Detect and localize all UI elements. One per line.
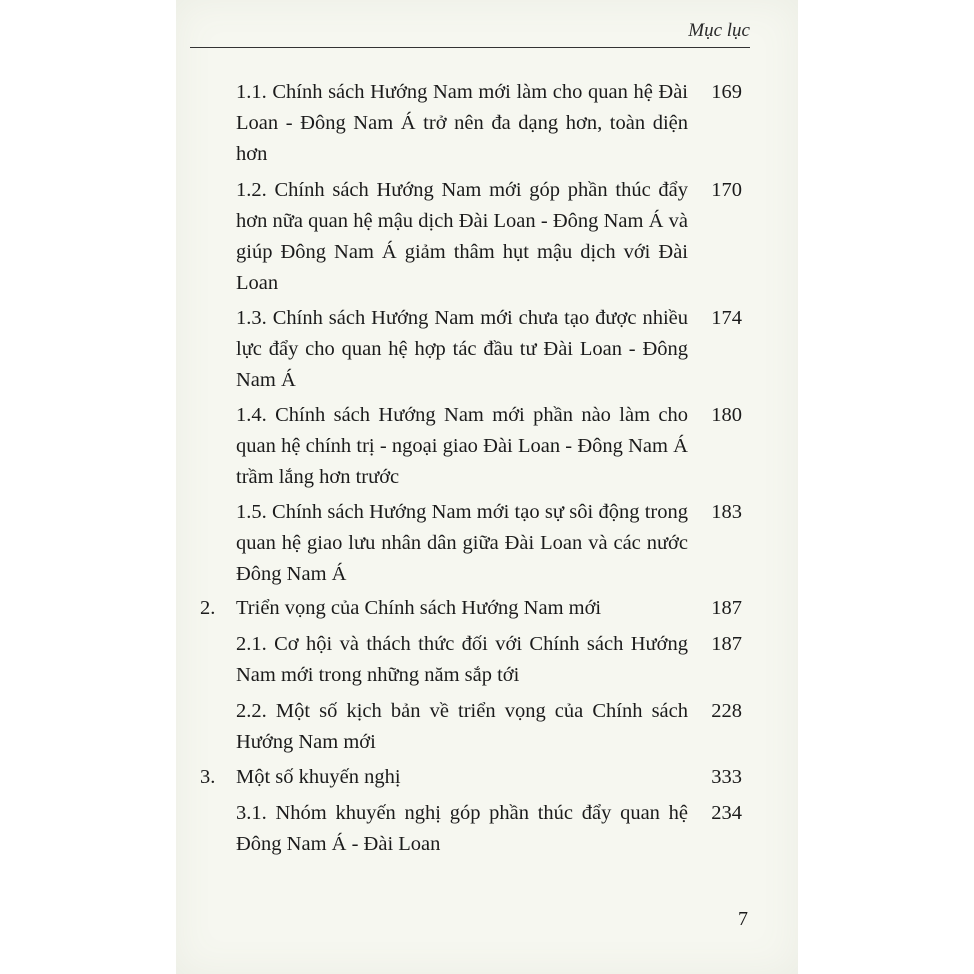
- toc-entry-page: 187: [711, 597, 742, 619]
- toc-entry-page: 180: [711, 404, 742, 426]
- toc-entry-title: 1.3. Chính sách Hướng Nam mới chưa tạo được nhiều lực đẩy cho quan hệ hợp tác đầu tư Đài Loan - Đông Nam Á: [236, 307, 688, 391]
- toc-entry-page: 174: [711, 307, 742, 329]
- toc-entry-page: 234: [711, 802, 742, 824]
- toc-section-number: 2.: [200, 597, 216, 619]
- toc-entry-title: 2.1. Cơ hội và thách thức đối với Chính sách Hướng Nam mới trong những năm sắp tới: [236, 633, 688, 686]
- toc-section-entry: [200, 593, 742, 625]
- page-number: 7: [738, 908, 748, 930]
- toc-entry: [236, 400, 742, 496]
- header-rule: [190, 47, 750, 48]
- toc-entry-title: 1.1. Chính sách Hướng Nam mới làm cho quan hệ Đài Loan - Đông Nam Á trở nên đa dạng hơn, toàn diện hơn: [236, 81, 688, 165]
- toc-entry: [236, 629, 742, 693]
- toc-entry-page: 187: [711, 633, 742, 655]
- running-header-title: Mục lục: [688, 20, 750, 41]
- toc-entry: [236, 303, 742, 399]
- toc-entry-page: 169: [711, 81, 742, 103]
- toc-entry-title: 1.4. Chính sách Hướng Nam mới phần nào làm cho quan hệ chính trị - ngoại giao Đài Loan - Đông Nam Á trầm lắng hơn trước: [236, 404, 688, 488]
- toc-entry-title: 3.1. Nhóm khuyến nghị góp phần thúc đẩy quan hệ Đông Nam Á - Đài Loan: [236, 802, 688, 855]
- toc-entry-title: 2.2. Một số kịch bản về triển vọng của Chính sách Hướng Nam mới: [236, 700, 688, 753]
- toc-entry: [236, 77, 742, 173]
- toc-entry-page: 228: [711, 700, 742, 722]
- toc-entry-page: 170: [711, 179, 742, 201]
- toc-entry: [236, 696, 742, 760]
- toc-entry-title: 1.5. Chính sách Hướng Nam mới tạo sự sôi động trong quan hệ giao lưu nhân dân giữa Đài Loan và các nước Đông Nam Á: [236, 501, 688, 585]
- toc-section-number: 3.: [200, 766, 216, 788]
- toc-section-entry: [200, 762, 742, 794]
- toc-entry: [236, 497, 742, 593]
- toc-entry-title: Một số khuyến nghị: [236, 766, 401, 788]
- toc-entry-page: 333: [711, 766, 742, 788]
- toc-entry-page: 183: [711, 501, 742, 523]
- toc-entry: [236, 175, 742, 303]
- toc-entry-title: 1.2. Chính sách Hướng Nam mới góp phần thúc đẩy hơn nữa quan hệ mậu dịch Đài Loan - Đông Nam Á và giúp Đông Nam Á giảm thâm hụt mậu dịch với Đài Loan: [236, 179, 688, 294]
- toc-entry: [236, 798, 742, 862]
- book-page: [176, 0, 798, 974]
- toc-entry-title: Triển vọng của Chính sách Hướng Nam mới: [236, 597, 602, 619]
